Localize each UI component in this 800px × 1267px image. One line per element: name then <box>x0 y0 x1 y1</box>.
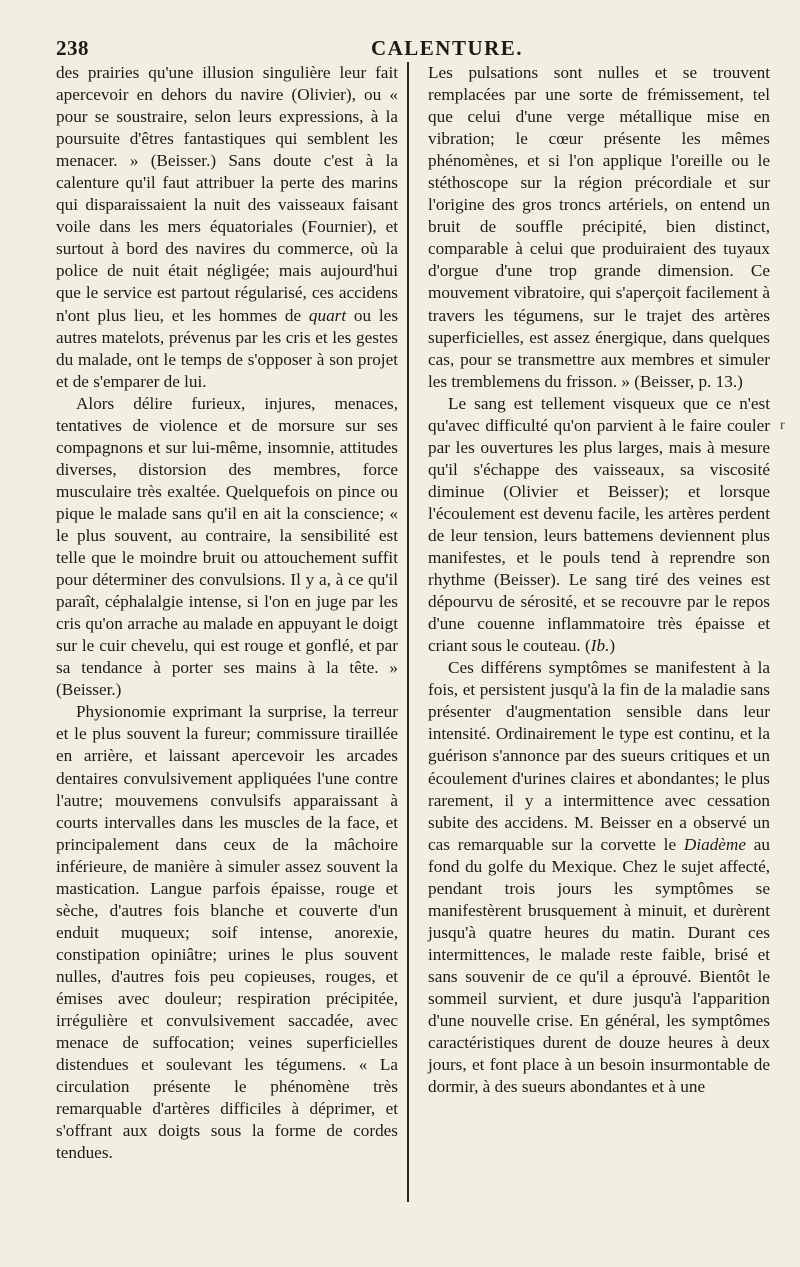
italic-term: quart <box>308 305 347 325</box>
right-paragraph-3: Ces différens symptômes se manifestent à la fois, et persistent jusqu'à la fin de la maladie sans présenter d'augmentation sensible dans leur intensité. Ordinairement le type est continu, et la guérison s'annonce par des sueurs critiques et un écoulement d'urines claires et abondantes; le plus rarement, il y a intermittence avec cessation subite des accidens. M. Beisser en a observé un cas remarquable sur la corvette le Diadème au fond du golfe du Mexique. Chez le sujet affecté, pendant trois jours les symptômes se manifestèrent brusquement à minuit, et durèrent jusqu'à quatre heures du matin. Durant ces intermittences, le malade reste faible, brisé et sans souvenir de ce qu'il a éprouvé. Bientôt le sommeil survient, et dure jusqu'à l'apparition d'une nouvelle crise. En général, les symptômes caractéristiques durent de douze heures à deux jours, et font place à un besoin insurmontable de dormir, à des sueurs abondantes et à une <box>428 658 770 1097</box>
page-header <box>56 32 770 62</box>
column-divider <box>407 62 409 1202</box>
italic-ship-name: Diadème <box>683 834 746 854</box>
running-title: CALENTURE. <box>370 36 524 60</box>
margin-mark: r <box>780 418 785 433</box>
italic-reference: Ib. <box>590 636 610 656</box>
left-paragraph-2: Alors délire furieux, injures, menaces, tentatives de violence et de morsure sur ses compagnons et sur lui-même, insomnie, attitudes diverses, distorsion des membres, force musculaire très exaltée. Quelquefois on pince ou pique le malade sans qu'il en ait la conscience; « le plus souvent, au contraire, la sensibilité est telle que le moindre bruit ou attouchement suffit pour déterminer des convulsions. Il y a, à ce qu'il paraît, céphalalgie intense, si l'on en juge par les cris qu'on arrache au malade en appuyant le doigt sur le cuir chevelu, qui est rouge et gonflé, et par sa tendance à porter ses mains à la tête. » (Beisser.) <box>56 393 398 700</box>
left-column <box>56 62 398 1222</box>
text-columns <box>56 62 770 1222</box>
right-column <box>428 62 770 1222</box>
left-paragraph-1: des prairies qu'une illusion singulière leur fait apercevoir en dehors du navire (Olivier), ou « pour se soustraire, selon leurs expressions, à la poursuite d'êtres fantastiques qui semblent les menacer. » (Beisser.) Sans doute c'est à la calenture qu'il faut attribuer la perte des marins qui disparaissaient la nuit des vaisseaux faisant voile dans les mers équatoriales (Fournier), et surtout à bord des navires du commerce, où la police de nuit était négligée; mais aujourd'hui que le service est partout régularisé, ces accidens n'ont plus lieu, et les hommes de quart ou les autres matelots, prévenus par les cris et les gestes du malade, ont le temps de s'opposer à son projet et de s'emparer de lui. <box>56 63 399 391</box>
right-paragraph-1: Les pulsations sont nulles et se trouvent remplacées par une sorte de frémissement, tel que celui d'une verge métallique mise en vibration; le cœur présente les mêmes phénomènes, et si l'on applique l'oreille ou le stéthoscope sur la région précordiale et sur l'origine des gros troncs artériels, on entend un bruit de souffle précipité, bien distinct, comparable à celui que produiraient des tuyaux d'orgue d'une trop grande dimension. Ce mouvement vibratoire, qui s'aperçoit facilement à travers les tégumens, sur le trajet des artères superficielles, est assez énergique, dans quelques cas, pour se transmettre aux membres et simuler les tremblemens du frisson. » (Beisser, p. 13.) <box>428 63 770 391</box>
right-paragraph-2: Le sang est tellement visqueux que ce n'est qu'avec difficulté qu'on parvient à le faire couler par les ouvertures les plus larges, mais à mesure qu'il s'échappe des vaisseaux, sa viscosité diminue (Olivier et Beisser); et lorsque l'écoulement est devenu facile, les artères perdent de leur tension, leurs battemens deviennent plus manifestes, et le pouls tend à reprendre son rhythme (Beisser). Le sang tiré des veines est dépourvu de sérosité, et se recouvre par le repos d'une couenne inflammatoire très épaisse et criant sous le couteau. (Ib.) <box>428 393 770 656</box>
page-number: 238 <box>56 36 89 60</box>
left-paragraph-3: Physionomie exprimant la surprise, la terreur et le plus souvent la fureur; commissure tiraillée en arrière, et laissant apercevoir les arcades dentaires convulsivement appliquées l'une contre l'autre; mouvemens convulsifs apparaissant à courts intervalles dans les muscles de la face, et principalement dans ceux de la mâchoire inférieure, de manière à simuler assez souvent la mastication. Langue parfois épaisse, rouge et sèche, d'autres fois blanche et couverte d'un enduit muqueux; soif intense, anorexie, constipation opiniâtre; urines le plus souvent nulles, d'autres fois peu copieuses, rouges, et émises avec douleur; respiration précipitée, irrégulière et convulsivement saccadée, avec menace de suffocation; veines superficielles distendues et soulevant les tégumens. « La circulation présente le phénomène très remarquable d'artères difficiles à déprimer, et s'offrant aux doigts sous la forme de cordes tendues. <box>56 702 398 1163</box>
